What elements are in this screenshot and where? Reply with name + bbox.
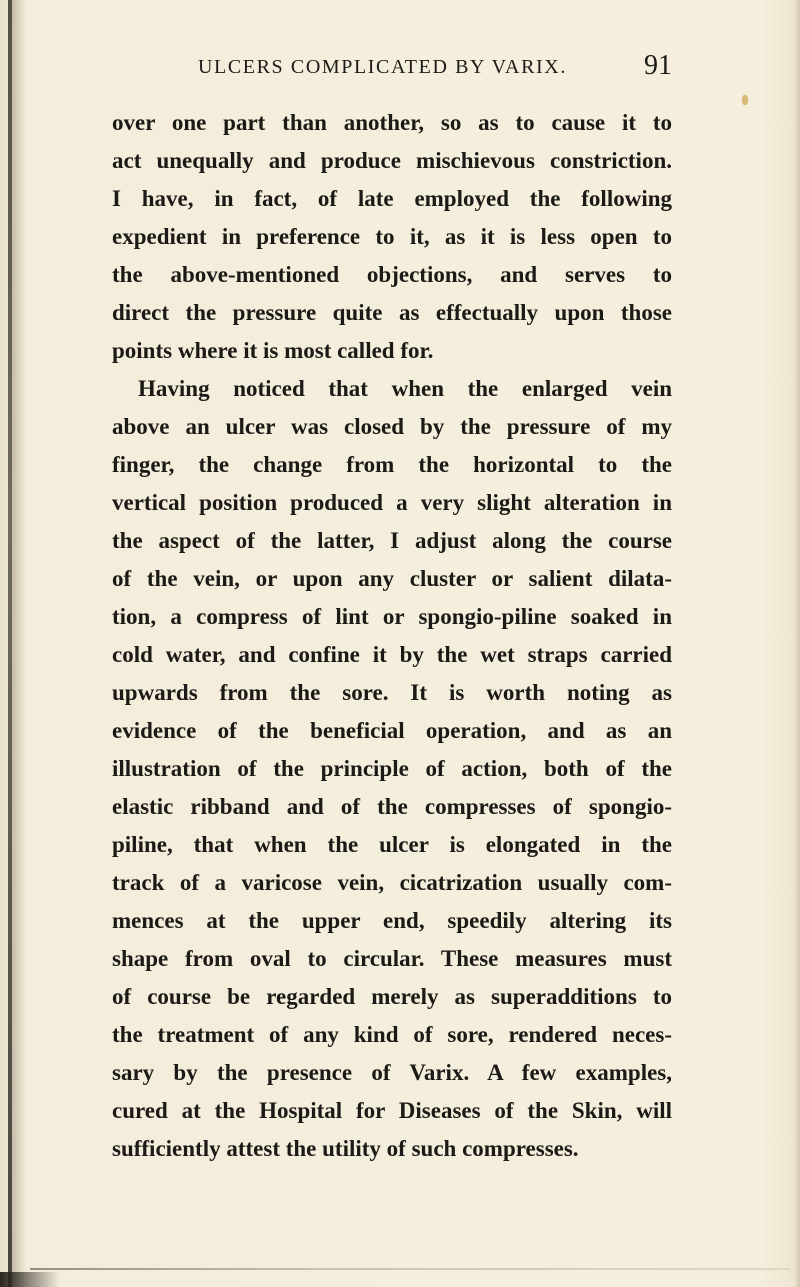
text-line: expedient in preference to it, as it is less open to	[112, 224, 672, 249]
page-number: 91	[644, 50, 672, 81]
paragraph-end-line: points where it is most called for.	[112, 338, 434, 363]
text-line: over one part than another, so as to cause it to	[112, 110, 672, 135]
paragraph-start-line: Having noticed that when the enlarged vein	[138, 376, 672, 401]
text-line: cured at the Hospital for Diseases of the Skin, will	[112, 1098, 672, 1123]
paper-speck	[742, 95, 748, 105]
text-line: I have, in fact, of late employed the following	[112, 186, 672, 211]
text-line: the treatment of any kind of sore, rendered neces-	[112, 1022, 672, 1047]
text-line: the above-mentioned objections, and serves to	[112, 262, 672, 287]
text-line: elastic ribband and of the compresses of spongio-	[112, 794, 672, 819]
text-line: the aspect of the latter, I adjust along the course	[112, 528, 672, 553]
text-line: tion, a compress of lint or spongio-piline soaked in	[112, 604, 672, 629]
text-line: sary by the presence of Varix. A few examples,	[112, 1060, 672, 1085]
text-line: of course be regarded merely as superadditions to	[112, 984, 672, 1009]
text-line: of the vein, or upon any cluster or salient dilata-	[112, 566, 672, 591]
bottom-corner-shadow	[0, 1272, 60, 1287]
text-line: mences at the upper end, speedily altering its	[112, 908, 672, 933]
page-edge-shadow	[794, 0, 800, 1287]
page-header	[112, 50, 672, 90]
text-line: upwards from the sore. It is worth noting as	[112, 680, 672, 705]
bottom-page-edge	[30, 1268, 790, 1270]
text-line: finger, the change from the horizontal to the	[112, 452, 672, 477]
text-line: cold water, and confine it by the wet straps carried	[112, 642, 672, 667]
running-head: ULCERS COMPLICATED BY VARIX.	[198, 56, 567, 78]
text-line: track of a varicose vein, cicatrization usually com-	[112, 870, 672, 895]
paragraph-end-line: sufficiently attest the utility of such compresses.	[112, 1136, 579, 1161]
text-line: vertical position produced a very slight alteration in	[112, 490, 672, 515]
text-line: evidence of the beneficial operation, and as an	[112, 718, 672, 743]
text-line: above an ulcer was closed by the pressure of my	[112, 414, 672, 439]
body-text	[112, 104, 672, 1168]
text-line: piline, that when the ulcer is elongated in the	[112, 832, 672, 857]
text-line: act unequally and produce mischievous constriction.	[112, 148, 672, 173]
gutter-shadow	[12, 0, 26, 1287]
text-line: direct the pressure quite as effectually upon those	[112, 300, 672, 325]
text-line: shape from oval to circular. These measures must	[112, 946, 672, 971]
text-line: illustration of the principle of action, both of the	[112, 756, 672, 781]
